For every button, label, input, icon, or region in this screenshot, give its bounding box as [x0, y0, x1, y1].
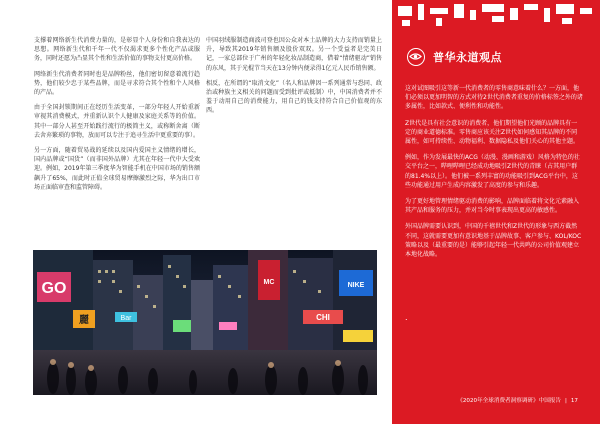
panel-dot: . — [405, 313, 408, 322]
photo-sign: CHI — [316, 313, 330, 322]
photo-sign: GO — [41, 280, 67, 297]
panel-paragraph: Z世代是具有社会意识的消费者，他们期望他们光顾的品牌具有一定的商业道德标准。零售商应该关注Z世代如何感知其品牌的不同属性，如可持续性、动物福利、数据隐私及他们关心的其他主题。 — [405, 119, 580, 146]
left-paragraph: 由于全国封锁期间正在经历生活变革，一部分年轻人开始重新审视其消费模式，并重新认识个人健康及家庭关系等的价值。其中一部分人甚至开始践行流行的极简主义，或称断舍离（断去舍弃繁琐的事物，放而可以专注于追寻生活中更重要的事）。 — [34, 104, 200, 139]
footer-separator: | — [564, 398, 567, 404]
photo-sign: Bar — [120, 315, 132, 322]
left-paragraph: 支撑着网络新生代消费力量的，是彰显个人身份和自我表达的思想。网络新生代和千年一代不仅渴求更多个性化产品或服务，同时还愿为凸显其个性和生活价值的事物支付更高价格。 — [34, 37, 200, 63]
footer-report-title: 《2020年全球消费者洞察调研》中国报告 — [457, 398, 561, 404]
panel-heading: 普华永道观点 — [433, 51, 502, 64]
middle-paragraph: 相反，在所谓的“取消文化”（名人和品牌因一系列通常与恐同、政治或种族主义相关的问题而受到批评或抵制）中，中国消费者并不羞于动用自己的消费能力，用自己的钱支持符合自己价值观的东西。 — [206, 79, 382, 115]
panel-paragraph: 这对试图吸引这等新一代消费者的零售商意味着什么？一方面，他们必须以更加明智的方式对待2世代消费者重复的价格标签之外的诸多属性，比如款式、便利性和功能性。 — [405, 85, 583, 111]
panel-heading-row — [407, 48, 502, 66]
panel-paragraph: 例如，作为发展最快的ACG（动漫、漫画和游戏）风格为特色的社交平台之一，哔哩哔哩已经成功地吸引Z世代的青睐（占其用户群的81.4%以上）。他们被一系列丰富的功能吸引到ACG平台中，这些功能通过用户生成内容激发了高度的参与和乐趣。 — [405, 154, 580, 189]
photo-sign: MC — [263, 279, 275, 286]
panel-text — [405, 84, 583, 266]
page-number: 17 — [570, 398, 578, 404]
decorative-bar-pattern — [392, 0, 600, 34]
page-footer — [457, 396, 578, 404]
eye-icon — [407, 48, 425, 66]
panel-paragraph: 外国品牌需要认识到，中国的千禧世代和Z世代的形象与西方截然不同，这就需要更加有意识地基于品牌故事、客户参与、KOL/KOC策略以及（最重要的是）能够引起年轻一代共鸣的公司价值观建立本地化战略。 — [405, 223, 582, 259]
middle-paragraph: 中国羽绒服制造商波司登也因公众对本土品牌的大力支持而销量上升，导致其2019年销售额及股价双双。另一个受益者是完美日记，一家总部位于广州的年轻化妆品制造商，借着“情绪驱动”销售的东风，其于光棍节当天在13分钟内便录得1亿元人民币销售额。 — [206, 37, 382, 72]
street-photo — [33, 250, 377, 395]
panel-paragraph: 为了更好地管理情绪驱动消费的影响，品牌面临着将文化元素融入其产品和服务的压力，并对当今时事表现出更高的敏感性。 — [405, 198, 580, 215]
middle-text-column — [206, 36, 382, 122]
left-paragraph: 另一方面，随着贸易战的延续以及国内爱国主义情绪的增长，国内品牌或“国货”（而非国外品牌）尤其在年轻一代中大受欢迎。例如，2019年第三季度华为智能手机在中国市场的销售额飙升了65%，而此时正值全球贸易摩擦激烈之际，华为出口市场正面临审查和监管障碍。 — [34, 147, 200, 191]
left-text-column — [34, 36, 200, 198]
photo-sign: NIKE — [347, 282, 365, 289]
photo-sign: 麗 — [79, 315, 89, 326]
left-paragraph: 网络新生代消费者同时也是品牌粉丝，他们密切留意着流行趋势，他们较少忠于某些品牌，而是寻求符合其个性和个人风格的产品。 — [34, 70, 200, 97]
